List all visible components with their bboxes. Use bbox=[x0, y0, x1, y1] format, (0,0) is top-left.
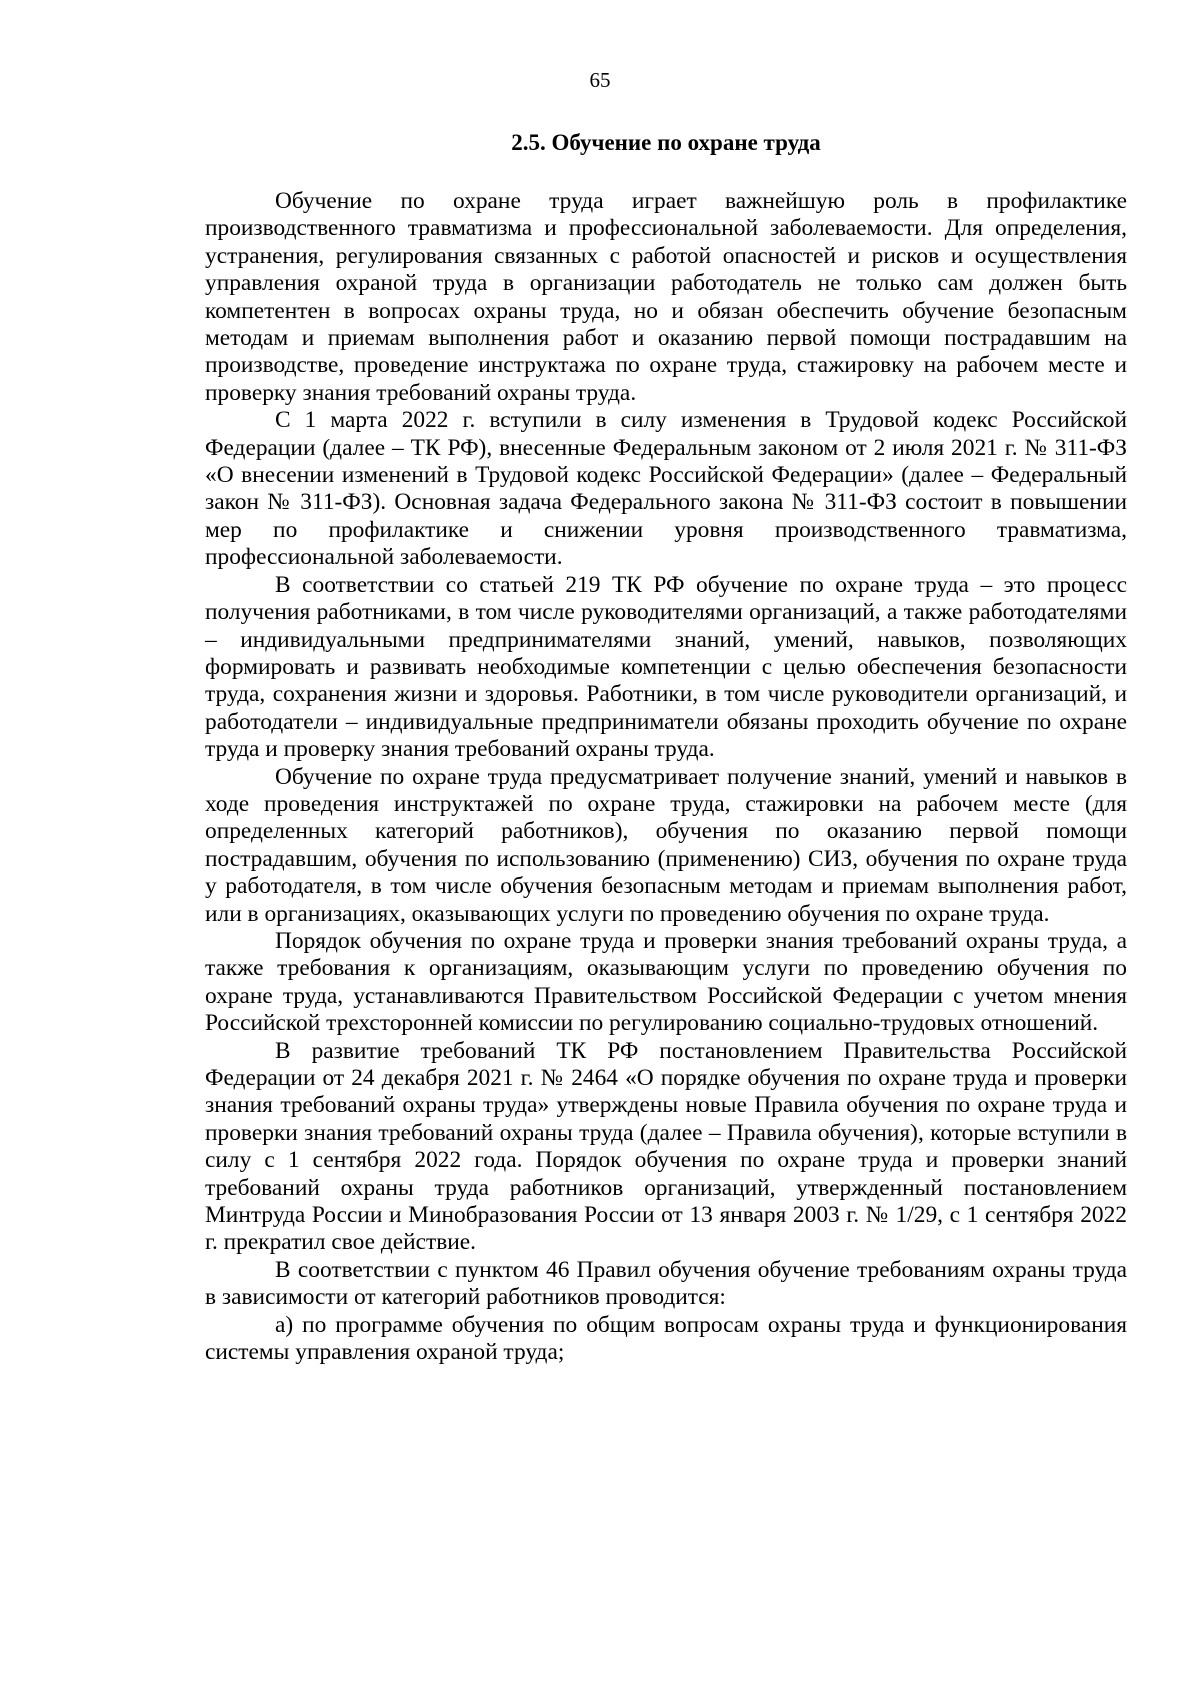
paragraph: В соответствии с пунктом 46 Правил обучения обучение требованиям охраны труда в зависимости от категорий работников проводится: bbox=[205, 1256, 1127, 1311]
body-text bbox=[205, 188, 1127, 1366]
paragraph: Обучение по охране труда предусматривает получение знаний, умений и навыков в ходе проведения инструктажей по охране труда, стажировки на рабочем месте (для определенных категорий работников), обучения по оказанию первой помощи пострадавшим, обучения по использованию (применению) СИЗ, обучения по охране труда у работодателя, в том числе обучения безопасным методам и приемам выполнения работ, или в организациях, оказывающих услуги по проведению обучения по охране труда. bbox=[205, 763, 1127, 927]
paragraph: В соответствии со статьей 219 ТК РФ обучение по охране труда – это процесс получения работниками, в том числе руководителями организаций, а также работодателями – индивидуальными предпринимателями знаний, умений, навыков, позволяющих формировать и развивать необходимые компетенции с целью обеспечения безопасности труда, сохранения жизни и здоровья. Работники, в том числе руководители организаций, и работодатели – индивидуальные предприниматели обязаны проходить обучение по охране труда и проверку знания требований охраны труда. bbox=[205, 571, 1127, 763]
paragraph: С 1 марта 2022 г. вступили в силу изменения в Трудовой кодекс Российской Федерации (далее – ТК РФ), внесенные Федеральным законом от 2 июля 2021 г. № 311-ФЗ «О внесении изменений в Трудовой кодекс Российской Федерации» (далее – Федеральный закон № 311-ФЗ). Основная задача Федерального закона № 311-ФЗ состоит в повышении мер по профилактике и снижении уровня производственного травматизма, профессиональной заболеваемости. bbox=[205, 407, 1127, 571]
paragraph: Обучение по охране труда играет важнейшую роль в профилактике производственного травматизма и профессиональной заболеваемости. Для определения, устранения, регулирования связанных с работой опасностей и рисков и осуществления управления охраной труда в организации работодатель не только сам должен быть компетентен в вопросах охраны труда, но и обязан обеспечить обучение безопасным методам и приемам выполнения работ и оказанию первой помощи пострадавшим на производстве, проведение инструктажа по охране труда, стажировку на рабочем месте и проверку знания требований охраны труда. bbox=[205, 188, 1127, 406]
paragraph: Порядок обучения по охране труда и проверки знания требований охраны труда, а также требования к организациям, оказывающим услуги по проведению обучения по охране труда, устанавливаются Правительством Российской Федерации с учетом мнения Российской трехсторонней комиссии по регулированию социально-трудовых отношений. bbox=[205, 927, 1127, 1037]
list-item: а) по программе обучения по общим вопросам охраны труда и функционирования системы управления охраной труда; bbox=[205, 1311, 1127, 1366]
page-number: 65 bbox=[589, 68, 611, 92]
paragraph: В развитие требований ТК РФ постановлением Правительства Российской Федерации от 24 декабря 2021 г. № 2464 «О порядке обучения по охране труда и проверки знания требований охраны труда» утверждены новые Правила обучения по охране труда и проверки знания требований охраны труда (далее – Правила обучения), которые вступили в силу с 1 сентября 2022 года. Порядок обучения по охране труда и проверки знаний требований охраны труда работников организаций, утвержденный постановлением Минтруда России и Минобразования России от 13 января 2003 г. № 1/29, с 1 сентября 2022 г. прекратил свое действие. bbox=[205, 1037, 1127, 1256]
section-title: 2.5. Обучение по охране труда bbox=[511, 130, 821, 155]
